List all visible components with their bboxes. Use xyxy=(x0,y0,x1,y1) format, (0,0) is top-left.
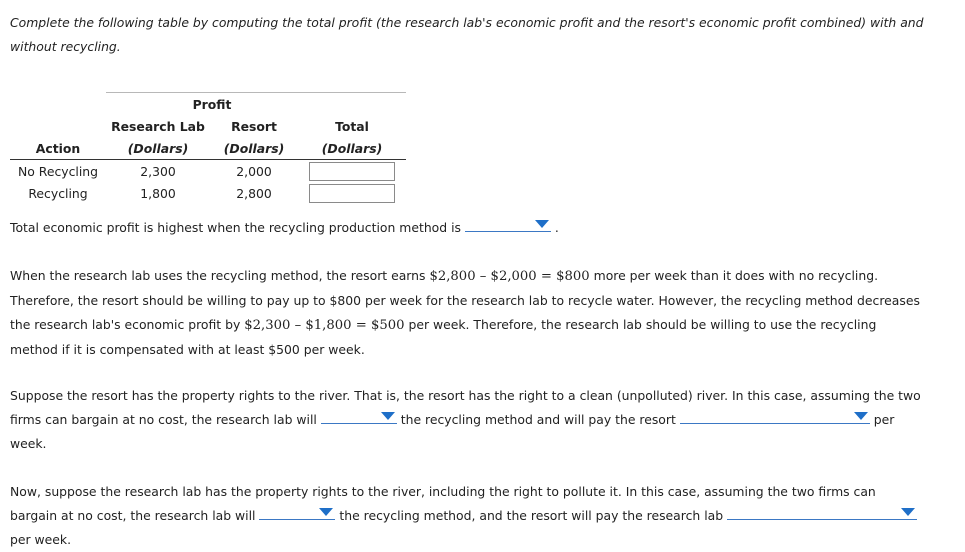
lab-use-dropdown-2[interactable] xyxy=(259,505,335,520)
question-text: per week. xyxy=(10,532,72,547)
chevron-down-icon xyxy=(535,220,549,228)
row-resort-profit: 2,000 xyxy=(236,163,272,179)
question-resort-rights xyxy=(10,384,925,456)
resort-payment-dropdown[interactable] xyxy=(680,409,870,424)
chevron-down-icon xyxy=(901,508,915,516)
chevron-down-icon xyxy=(381,412,395,420)
chevron-down-icon xyxy=(854,412,868,420)
row-resort-profit: 2,800 xyxy=(236,185,272,201)
instructions-text: Complete the following table by computing the total profit (the research lab's economic profit and the resort's economic profit combined) with and without recycling. xyxy=(10,15,924,54)
lab-loss-equation: $2,300 – $1,800 = $500 xyxy=(244,318,405,333)
lab-use-dropdown[interactable] xyxy=(321,409,397,424)
lab-payment-dropdown[interactable] xyxy=(727,505,917,520)
row-action: No Recycling xyxy=(17,163,99,179)
explanation-text: per week. Therefore, the research lab should be willing to use the recycling method if it is compensated with at least $500 per week. xyxy=(10,317,877,357)
total-unit: (Dollars) xyxy=(298,137,406,160)
question-text: Suppose the resort has the property rights to the river. That is, the resort has the right to a clean (unpolluted) river. In this case, assuming the two firms can bargain at no cost, the research lab will xyxy=(10,388,921,427)
explanation-text: more per week than it does with no recycling. Therefore, the resort should be willing to pay up to $800 per week for the research lab to recycle water. However, the recycling method decreases the research lab's economic profit by xyxy=(10,268,920,332)
profit-header: Profit xyxy=(192,96,232,112)
question-text: the recycling method, and the resort will pay the research lab xyxy=(339,508,724,523)
research-lab-header: Research Lab xyxy=(111,118,205,134)
total-input-no-recycling[interactable] xyxy=(309,162,395,181)
question-lab-rights xyxy=(10,480,925,552)
question-text: Now, suppose the research lab has the property rights to the river, including the right to pollute it. In this case, assuming the two firms can bargain at no cost, the research lab will xyxy=(10,484,876,523)
total-input-recycling[interactable] xyxy=(309,184,395,203)
question-highest-profit xyxy=(10,216,925,240)
method-dropdown[interactable] xyxy=(465,217,551,232)
profit-table xyxy=(10,70,406,204)
research-lab-unit: (Dollars) xyxy=(106,137,210,160)
resort-unit: (Dollars) xyxy=(210,137,298,160)
row-lab-profit: 1,800 xyxy=(140,185,176,201)
action-header: Action xyxy=(10,137,106,160)
total-header: Total xyxy=(335,118,369,134)
row-lab-profit: 2,300 xyxy=(140,163,176,179)
explanation-paragraph xyxy=(10,264,925,362)
explanation-text: When the research lab uses the recycling method, the resort earns xyxy=(10,268,430,283)
question-text: per week. xyxy=(10,412,895,451)
chevron-down-icon xyxy=(319,508,333,516)
question-text: Total economic profit is highest when the recycling production method is xyxy=(10,220,461,235)
resort-header: Resort xyxy=(231,118,277,134)
table-row-no-recycling xyxy=(10,160,406,183)
question-text: the recycling method and will pay the resort xyxy=(400,412,676,427)
resort-gain-equation: $2,800 – $2,000 = $800 xyxy=(429,269,590,284)
row-action: Recycling xyxy=(28,185,88,201)
question-end: . xyxy=(554,220,559,235)
table-row-recycling xyxy=(10,182,406,204)
